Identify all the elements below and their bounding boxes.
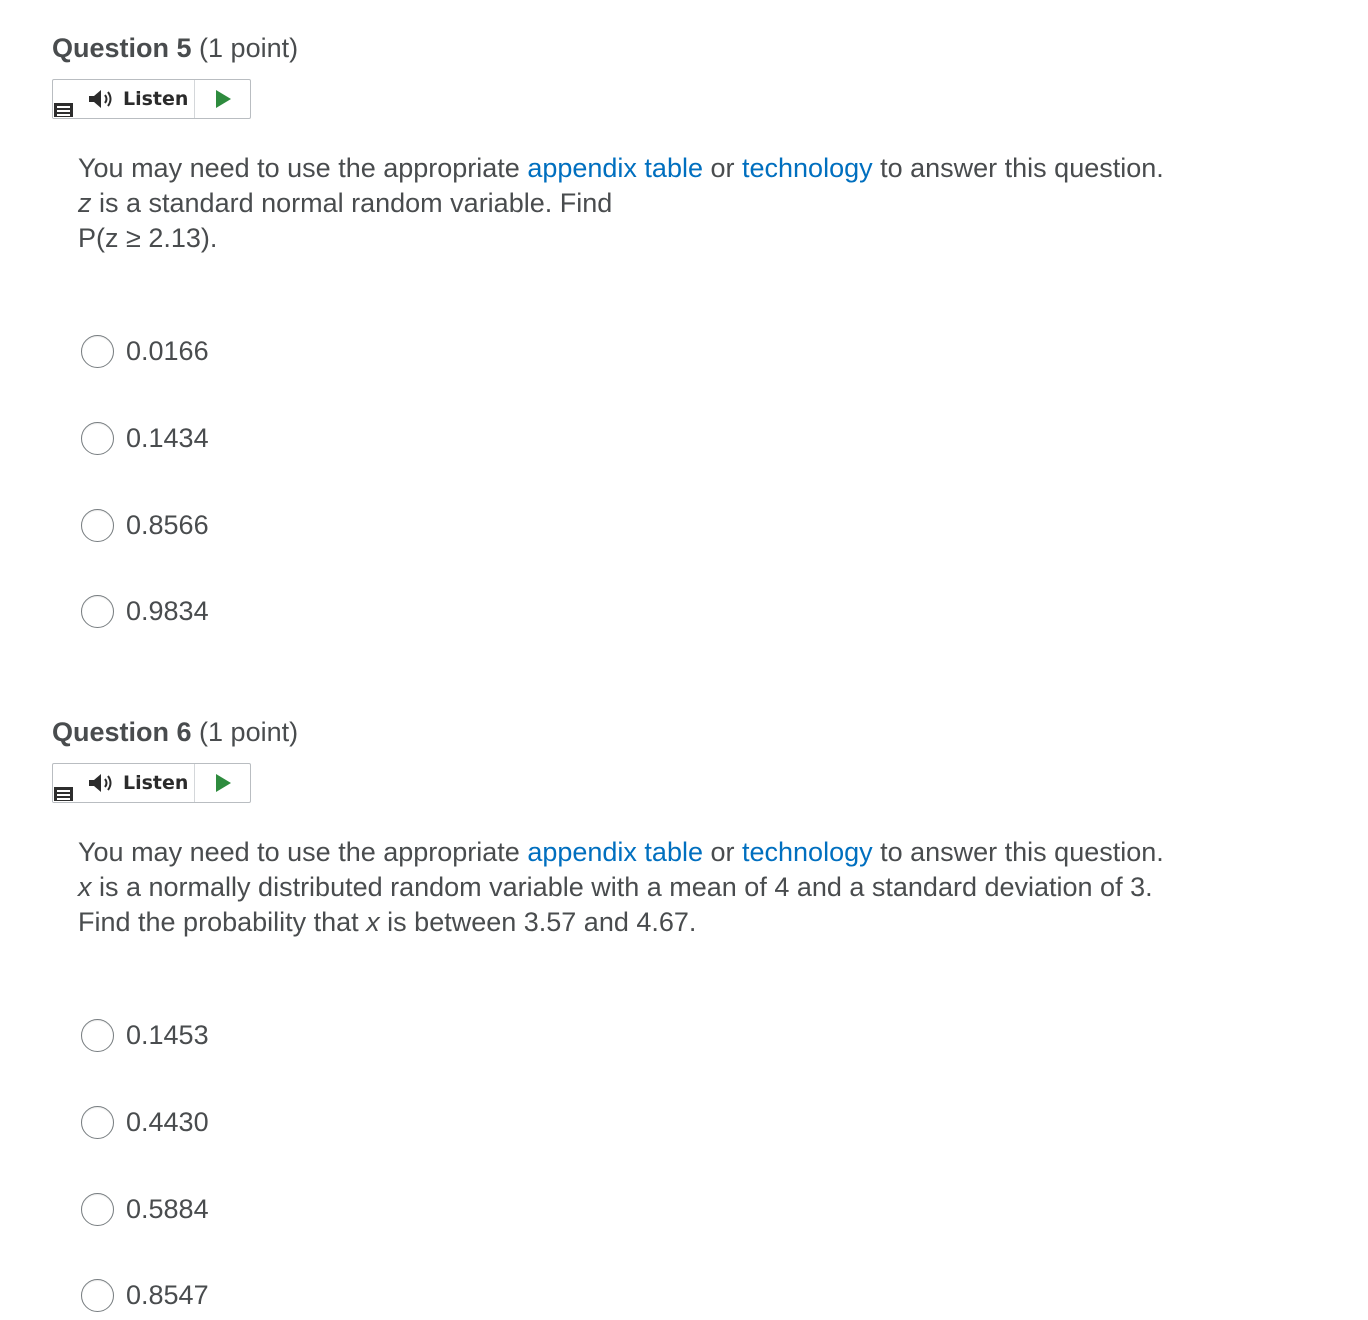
question-line-2-end: is between 3.57 and 4.67. (379, 907, 697, 937)
technology-link[interactable]: technology (742, 837, 873, 867)
answer-choice[interactable] (81, 418, 209, 458)
play-button[interactable] (195, 80, 250, 118)
question-line-3: P(z ≥ 2.13). (78, 223, 218, 253)
read-aloud-menu[interactable] (53, 80, 79, 118)
radio-button[interactable] (81, 595, 114, 628)
question-text (78, 835, 1188, 940)
choice-label: 0.5884 (126, 1193, 209, 1224)
variable-x: x (78, 872, 92, 902)
question-points: (1 point) (199, 717, 299, 747)
question-points: (1 point) (199, 33, 299, 63)
listen-label: Listen (123, 772, 189, 794)
technology-link[interactable]: technology (742, 153, 873, 183)
radio-button[interactable] (81, 1193, 114, 1226)
radio-button[interactable] (81, 335, 114, 368)
play-icon (214, 89, 232, 109)
appendix-table-link[interactable]: appendix table (527, 153, 703, 183)
listen-label: Listen (123, 88, 189, 110)
read-aloud-menu[interactable] (53, 764, 79, 802)
variable-x: x (366, 907, 380, 937)
question-heading (52, 30, 1252, 66)
or-text: or (702, 837, 742, 867)
answer-choice[interactable] (81, 1189, 209, 1229)
read-aloud-toolbar (52, 763, 251, 803)
menu-icon[interactable] (53, 102, 74, 118)
question-line-2: is a standard normal random variable. Find (91, 188, 613, 218)
question-number: Question 5 (52, 33, 192, 63)
question-5 (52, 30, 1252, 626)
question-number: Question 6 (52, 717, 192, 747)
choice-label: 0.4430 (126, 1106, 209, 1137)
appendix-table-link[interactable]: appendix table (527, 837, 703, 867)
radio-button[interactable] (81, 1019, 114, 1052)
question-intro-text: You may need to use the appropriate (78, 837, 528, 867)
radio-button[interactable] (81, 422, 114, 455)
choice-label: 0.0166 (126, 335, 209, 366)
question-intro-end: to answer this question. (872, 837, 1164, 867)
radio-button[interactable] (81, 1106, 114, 1139)
choice-label: 0.8566 (126, 509, 209, 540)
answer-choice[interactable] (81, 505, 209, 545)
question-text (78, 151, 1188, 256)
speaker-icon (87, 88, 117, 110)
choice-label: 0.1453 (126, 1019, 209, 1050)
play-button[interactable] (195, 764, 250, 802)
answer-choice[interactable] (81, 1102, 209, 1142)
radio-button[interactable] (81, 1279, 114, 1312)
choice-label: 0.1434 (126, 422, 209, 453)
speaker-icon (87, 772, 117, 794)
question-intro-end: to answer this question. (872, 153, 1164, 183)
play-icon (214, 773, 232, 793)
answer-choice[interactable] (81, 591, 209, 631)
radio-button[interactable] (81, 509, 114, 542)
or-text: or (702, 153, 742, 183)
question-6 (52, 714, 1252, 1310)
listen-button[interactable] (79, 80, 195, 118)
variable-z: z (78, 188, 92, 218)
listen-button[interactable] (79, 764, 195, 802)
answer-choice[interactable] (81, 1275, 209, 1315)
question-heading (52, 714, 1252, 750)
answer-choice[interactable] (81, 1015, 209, 1055)
read-aloud-toolbar (52, 79, 251, 119)
question-line-2: is a normally distributed random variable with a mean of 4 and a standard deviation of 3. Find the probability that (78, 872, 1153, 937)
answer-choice[interactable] (81, 331, 209, 371)
menu-icon[interactable] (53, 786, 74, 802)
choice-label: 0.8547 (126, 1279, 209, 1310)
question-intro-text: You may need to use the appropriate (78, 153, 528, 183)
choice-label: 0.9834 (126, 595, 209, 626)
